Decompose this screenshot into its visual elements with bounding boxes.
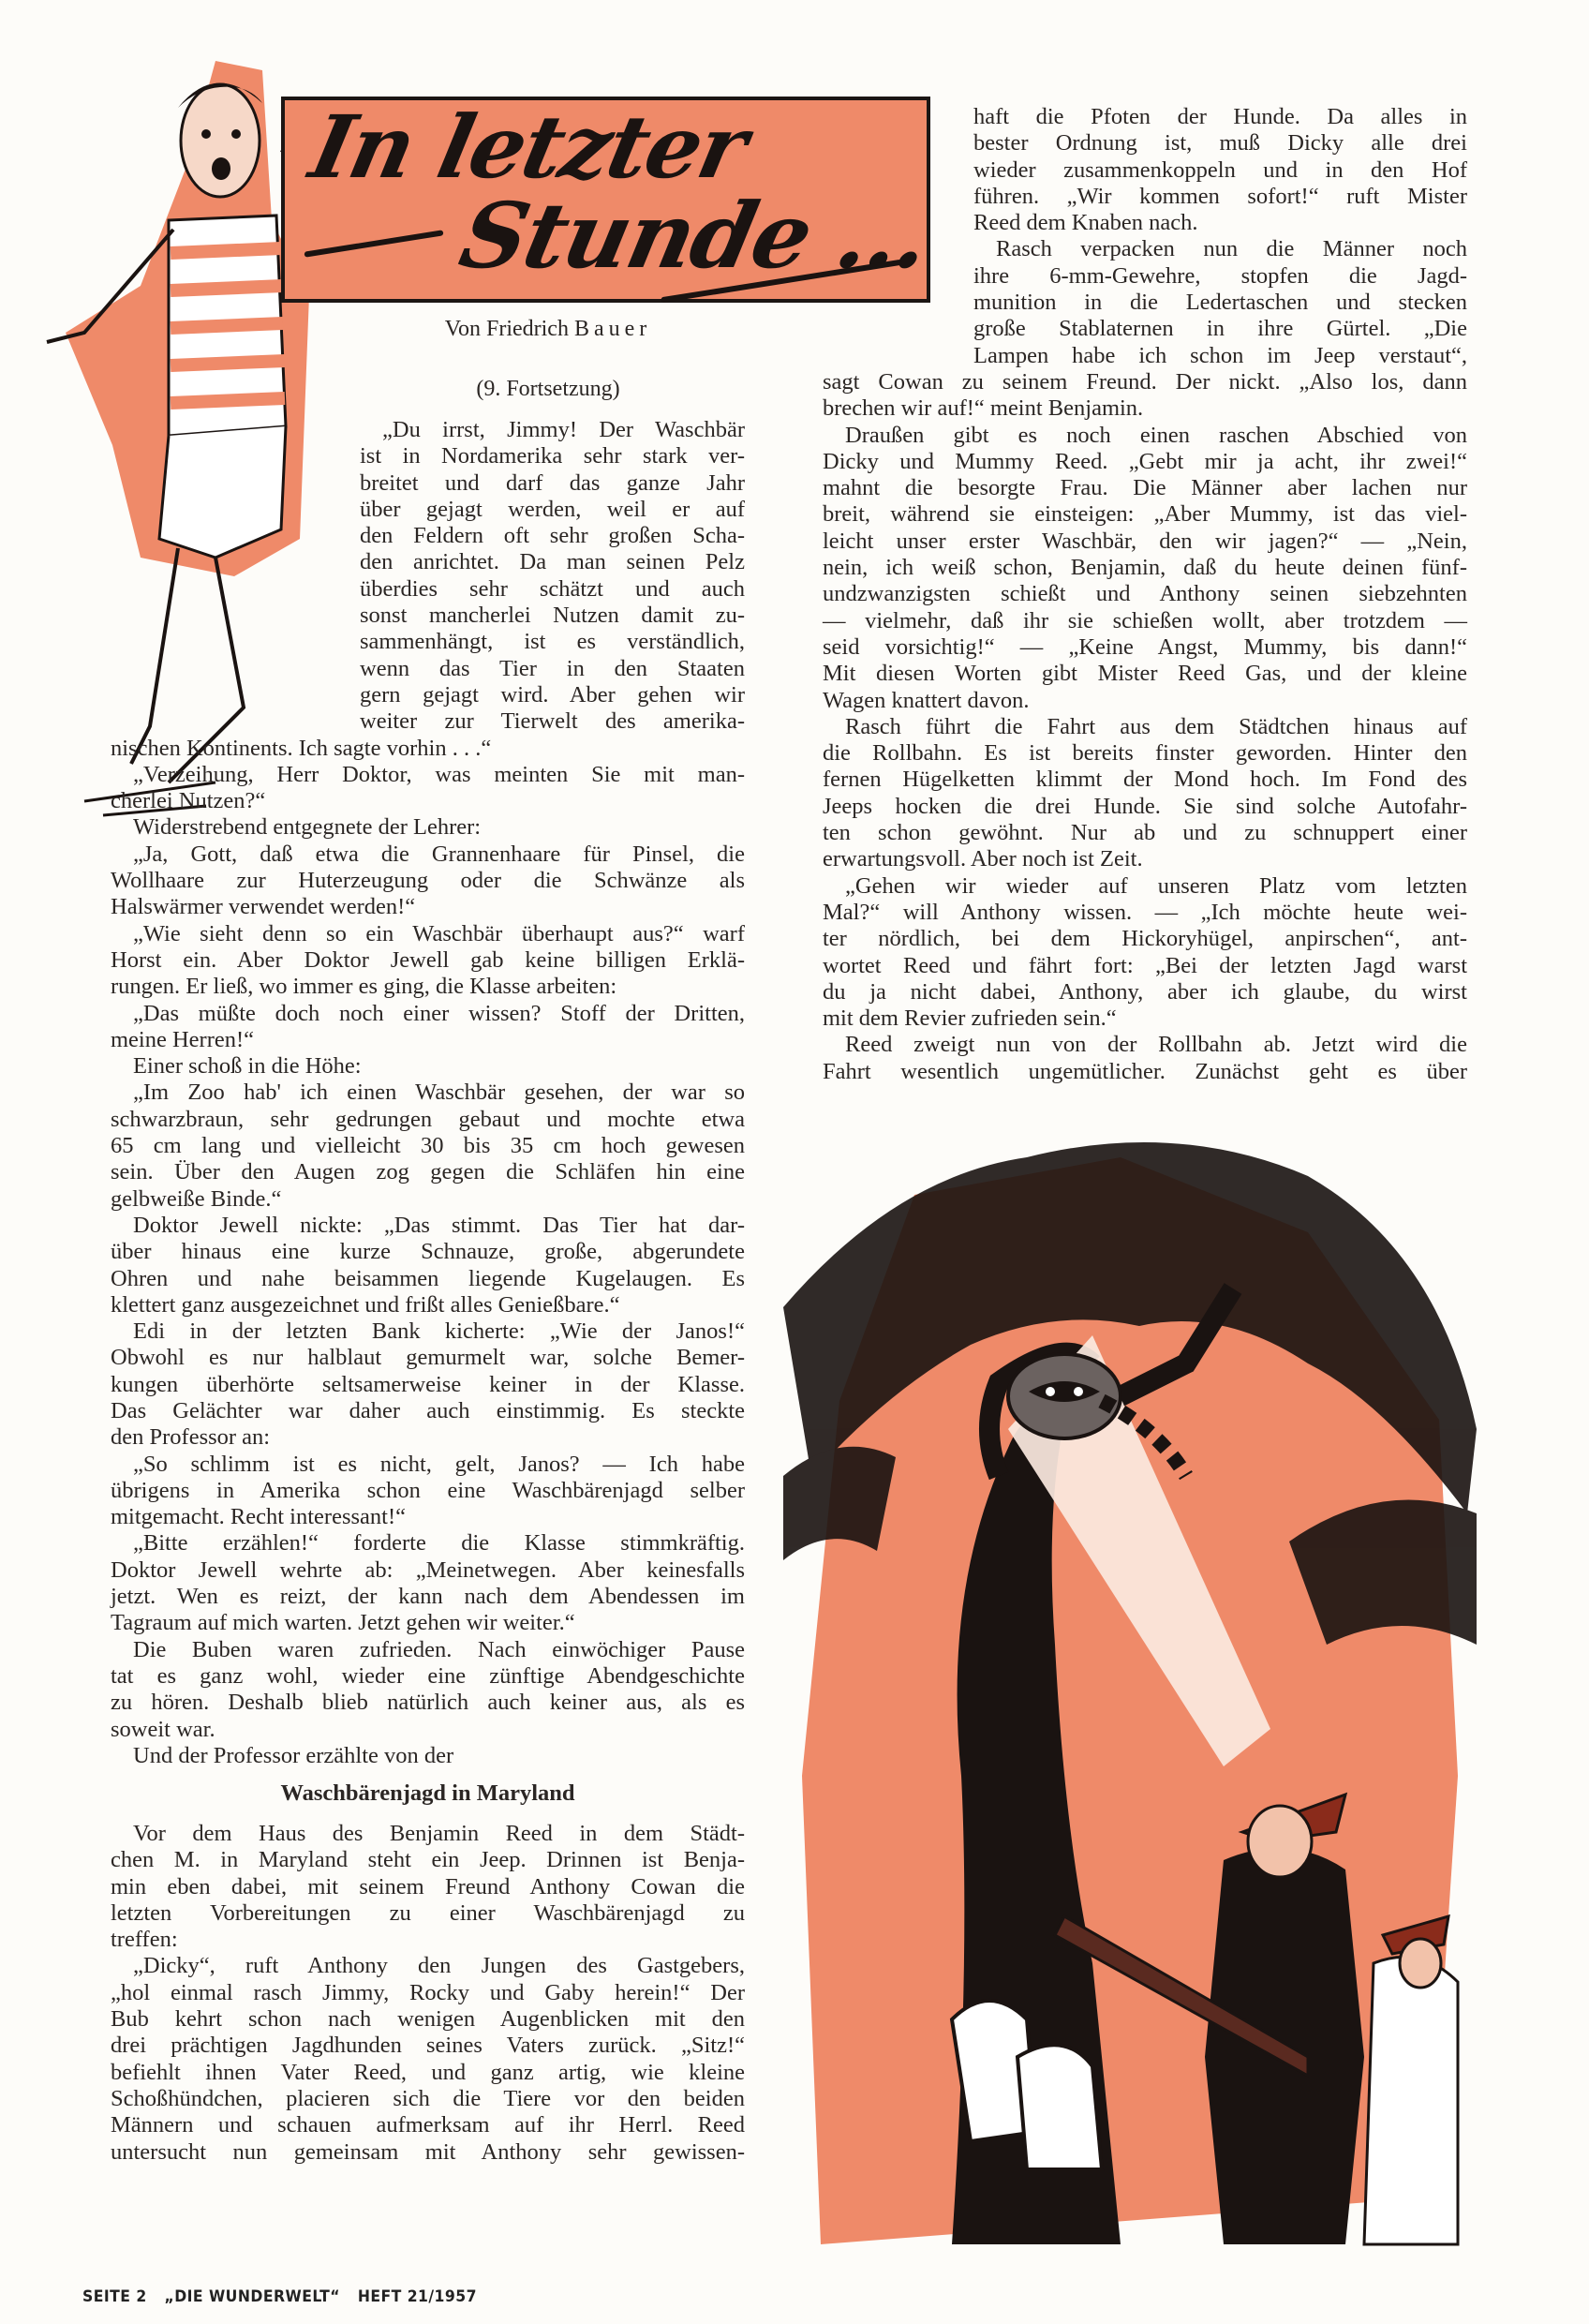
page-footer — [82, 2287, 489, 2306]
text-line: Dicky und Mummy Reed. „Gebt mir ja acht, ihr zwei!“ — [823, 448, 1467, 474]
text-line: Widerstrebend entgegnete der Lehrer: — [133, 814, 482, 841]
text-line: 65 cm lang und vielleicht 30 bis 35 cm hoch gewesen — [111, 1133, 745, 1159]
text-line: mahnt die besorgte Frau. Die Männer aber lachen nur — [823, 475, 1467, 501]
text-line: Rasch führt die Fahrt aus dem Städtchen hinaus auf — [845, 713, 1467, 739]
text-line: über hinaus eine kurze Schnauze, große, abgerundete — [111, 1239, 745, 1265]
left-column-text — [111, 417, 745, 1769]
text-line: chen M. in Maryland steht ein Jeep. Drinnen ist Benja- — [111, 1847, 745, 1873]
text-line: Wollhaare zur Huterzeugung oder die Schwänze als — [111, 868, 745, 894]
text-line: den anrichtet. Da man seinen Pelz — [360, 549, 745, 575]
text-line: Bub kehrt schon nach wenigen Augenblicken mit den — [111, 2006, 745, 2033]
text-line: gelbweiße Binde.“ — [111, 1185, 282, 1212]
text-line: kungen überhörte seltsamerweise keiner in der Klasse. — [111, 1371, 745, 1397]
left-column-text-after-heading — [111, 1821, 745, 2166]
text-line: treffen: — [111, 1927, 178, 1953]
text-line: Die Buben waren zufrieden. Nach einwöchiger Pause — [133, 1636, 745, 1662]
text-line: jetzt. Wen es reizt, der kann nach dem Abendessen im — [111, 1584, 745, 1610]
text-line: schwarzbraun, sehr gedrungen gebaut und mochte etwa — [111, 1106, 745, 1132]
text-line: untersucht nun gemeinsam mit Anthony sehr gewissen- — [111, 2138, 745, 2165]
author-surname: Bauer — [573, 317, 652, 341]
text-line: tat es ganz wohl, wieder eine zünftige Abendgeschichte — [111, 1662, 745, 1689]
footer-magazine-name: „DIE WUNDERWELT“ — [164, 2287, 341, 2306]
text-line: sammenhängt, ist es verständlich, — [360, 629, 745, 655]
text-line: große Stablaternen in ihre Gürtel. „Die — [973, 316, 1467, 342]
text-line: „Verzeihung, Herr Doktor, was meinten Sie mit man- — [133, 761, 745, 787]
text-line: haft die Pfoten der Hunde. Da alles in — [973, 104, 1467, 129]
text-line: wortet Reed und fährt fort: „Bei der letzten Jagd warst — [823, 952, 1467, 978]
text-line: soweit war. — [111, 1716, 215, 1742]
text-line: weiter zur Tierwelt des amerika- — [360, 708, 745, 735]
text-line: mitgemacht. Recht interessant!“ — [111, 1504, 406, 1530]
text-line: munition in die Ledertaschen und stecken — [973, 290, 1467, 316]
text-line: „Wie sieht denn so ein Waschbär überhaupt aus?“ warf — [133, 920, 745, 946]
text-line: Tagraum auf mich warten. Jetzt gehen wir weiter.“ — [111, 1610, 575, 1636]
text-line: Edi in der letzten Bank kicherte: „Wie der Janos!“ — [133, 1318, 745, 1345]
text-line: Halswärmer verwendet werden!“ — [111, 894, 416, 920]
text-line: rungen. Er ließ, wo immer es ging, die Klasse arbeiten: — [111, 974, 617, 1000]
text-line: Horst ein. Aber Doktor Jewell gab keine billigen Erklä- — [111, 946, 745, 973]
text-line: Fahrt wesentlich ungemütlicher. Zunächst geht es über — [823, 1058, 1467, 1084]
title-underline — [304, 230, 443, 257]
author-byline — [361, 317, 735, 342]
text-line: breit, während sie einsteigen: „Aber Mummy, ist das viel- — [823, 501, 1467, 528]
text-line: sonst mancherlei Nutzen damit zu- — [360, 603, 745, 629]
footer-page-number: SEITE 2 — [82, 2287, 147, 2306]
text-line: überdies sehr schätzt und auch — [360, 575, 745, 602]
footer-issue: HEFT 21/1957 — [357, 2287, 477, 2306]
raccoon-hunt-illustration — [783, 1120, 1477, 2263]
text-line: min eben dabei, mit seinem Freund Anthony Cowan die — [111, 1873, 745, 1899]
text-line: ihre 6-mm-Gewehre, stopfen die Jagd- — [973, 262, 1467, 289]
text-line: Männern und schauen aufmerksam auf ihr Herrl. Reed — [111, 2112, 745, 2138]
text-line: „Dicky“, ruft Anthony den Jungen des Gastgebers, — [133, 1953, 745, 1979]
text-line: gern gejagt wird. Aber gehen wir — [360, 681, 745, 708]
text-line: „Bitte erzählen!“ forderte die Klasse stimmkräftig. — [133, 1530, 745, 1557]
text-line: befiehlt ihnen Vater Reed, und ganz artig, wie kleine — [111, 2059, 745, 2085]
text-line: ten schon gewöhnt. Nur ab und zu schnuppert einer — [823, 820, 1467, 846]
text-line: nischen Kontinents. Ich sagte vorhin . . .“ — [111, 735, 492, 761]
text-line: Doktor Jewell wehrte ab: „Meinetwegen. Aber keinesfalls — [111, 1557, 745, 1583]
text-line: undzwanzigsten schießt und Anthony seinen siebzehnten — [823, 581, 1467, 607]
text-line: „Gehen wir wieder auf unseren Platz vom letzten — [845, 872, 1467, 899]
text-line: breitet und darf das ganze Jahr — [360, 469, 745, 496]
section-heading: Waschbärenjagd in Maryland — [280, 1780, 575, 1806]
text-line: den Feldern oft sehr großen Scha- — [360, 523, 745, 549]
text-line: „Im Zoo hab' ich einen Waschbär gesehen, der war so — [133, 1080, 745, 1106]
text-line: brechen wir auf!“ meint Benjamin. — [823, 395, 1144, 422]
text-line: Mal?“ will Anthony wissen. — „Ich möchte heute wei- — [823, 899, 1467, 925]
text-line: bester Ordnung ist, muß Dicky alle drei — [973, 130, 1467, 156]
text-line: fernen Hügelketten klimmt der Mond hoch. Im Fond des — [823, 767, 1467, 793]
text-line: klettert ganz ausgezeichnet und frißt alles Genießbare.“ — [111, 1291, 620, 1318]
text-line: Jeeps hocken die drei Hunde. Sie sind solche Autofahr- — [823, 793, 1467, 819]
text-line: den Professor an: — [111, 1424, 271, 1451]
text-line: Obwohl es nur halblaut gemurmelt war, solche Bemer- — [111, 1345, 745, 1371]
text-line: ist in Nordamerika sehr stark ver- — [360, 443, 745, 469]
text-line: letzten Vorbereitungen zu einer Waschbärenjagd zu — [111, 1899, 745, 1926]
text-line: ter nördlich, bei dem Hickoryhügel, anpirschen“, ant- — [823, 926, 1467, 952]
text-line: seid vorsichtig!“ — „Keine Angst, Mummy, bis dann!“ — [823, 633, 1467, 660]
text-line: zu hören. Deshalb blieb natürlich auch keiner aus, als es — [111, 1690, 745, 1716]
text-line: über gejagt werden, weil er auf — [360, 496, 745, 522]
text-line: Lampen habe ich schon im Jeep verstaut“, — [973, 342, 1467, 368]
text-line: „Ja, Gott, daß etwa die Grannenhaare für Pinsel, die — [133, 841, 745, 867]
title-line-1: In letzter — [302, 97, 755, 198]
title-line-2: Stunde ... — [451, 183, 939, 289]
text-line: du ja nicht dabei, Anthony, aber ich glaube, du wirst — [823, 978, 1467, 1005]
text-line: — vielmehr, daß ihr sie schießen wollt, aber trotzdem — — [823, 607, 1467, 633]
text-line: „So schlimm ist es nicht, gelt, Janos? — Ich habe — [133, 1451, 745, 1477]
text-line: Schoßhündchen, placieren sich die Tiere vor den beiden — [111, 2085, 745, 2111]
text-line: meine Herren!“ — [111, 1026, 255, 1052]
text-line: Reed zweigt nun von der Rollbahn ab. Jetzt wird die — [845, 1032, 1467, 1058]
text-line: erwartungsvoll. Aber noch ist Zeit. — [823, 846, 1143, 872]
text-line: Rasch verpacken nun die Männer noch — [996, 236, 1467, 262]
text-line: Draußen gibt es noch einen raschen Abschied von — [845, 422, 1467, 448]
text-line: Das Gelächter war daher auch einstimmig. Es steckte — [111, 1397, 745, 1423]
text-line: sein. Über den Augen zog gegen die Schläfen hin eine — [111, 1159, 745, 1185]
text-line: „hol einmal rasch Jimmy, Rocky und Gaby herein!“ Der — [111, 1979, 745, 2005]
text-line: Wagen knattert davon. — [823, 687, 1030, 713]
text-line: Ohren und nahe beisammen liegende Kugelaugen. Es — [111, 1265, 745, 1291]
text-line: leicht unser erster Waschbär, den wir jagen?“ — „Nein, — [823, 528, 1467, 554]
text-line: Und der Professor erzählte von der — [133, 1742, 454, 1768]
text-line: die Rollbahn. Es ist bereits finster geworden. Hinter den — [823, 740, 1467, 767]
text-line: wenn das Tier in den Staaten — [360, 655, 745, 681]
text-line: „Du irrst, Jimmy! Der Waschbär — [382, 417, 745, 442]
text-line: Mit diesen Worten gibt Mister Reed Gas, und der kleine — [823, 661, 1467, 687]
text-line: drei prächtigen Jagdhunden seines Vaters zurück. „Sitz!“ — [111, 2033, 745, 2059]
text-line: übrigens in Amerika schon eine Waschbärenjagd selber — [111, 1477, 745, 1503]
installment-label: (9. Fortsetzung) — [476, 377, 620, 401]
text-line: wieder zusammenkoppeln und in den Hof — [973, 156, 1467, 183]
text-line: Doktor Jewell nickte: „Das stimmt. Das Tier hat dar- — [133, 1212, 745, 1238]
text-line: „Das müßte doch noch einer wissen? Stoff der Dritten, — [133, 1000, 745, 1026]
text-line: nein, ich weiß schon, Benjamin, daß du heute deinen fünf- — [823, 555, 1467, 581]
right-column-text — [823, 104, 1467, 1085]
text-line: cherlei Nutzen?“ — [111, 788, 266, 814]
text-line: sagt Cowan zu seinem Freund. Der nickt. „Also los, dann — [823, 368, 1467, 395]
byline-prefix: Von Friedrich — [444, 317, 569, 341]
text-line: Reed dem Knaben nach. — [973, 210, 1198, 236]
text-line: Vor dem Haus des Benjamin Reed in dem Städt- — [133, 1821, 745, 1846]
text-line: mit dem Revier zufrieden sein.“ — [823, 1006, 1117, 1032]
text-line: Einer schoß in die Höhe: — [133, 1053, 362, 1080]
text-line: führen. „Wir kommen sofort!“ ruft Mister — [973, 183, 1467, 209]
